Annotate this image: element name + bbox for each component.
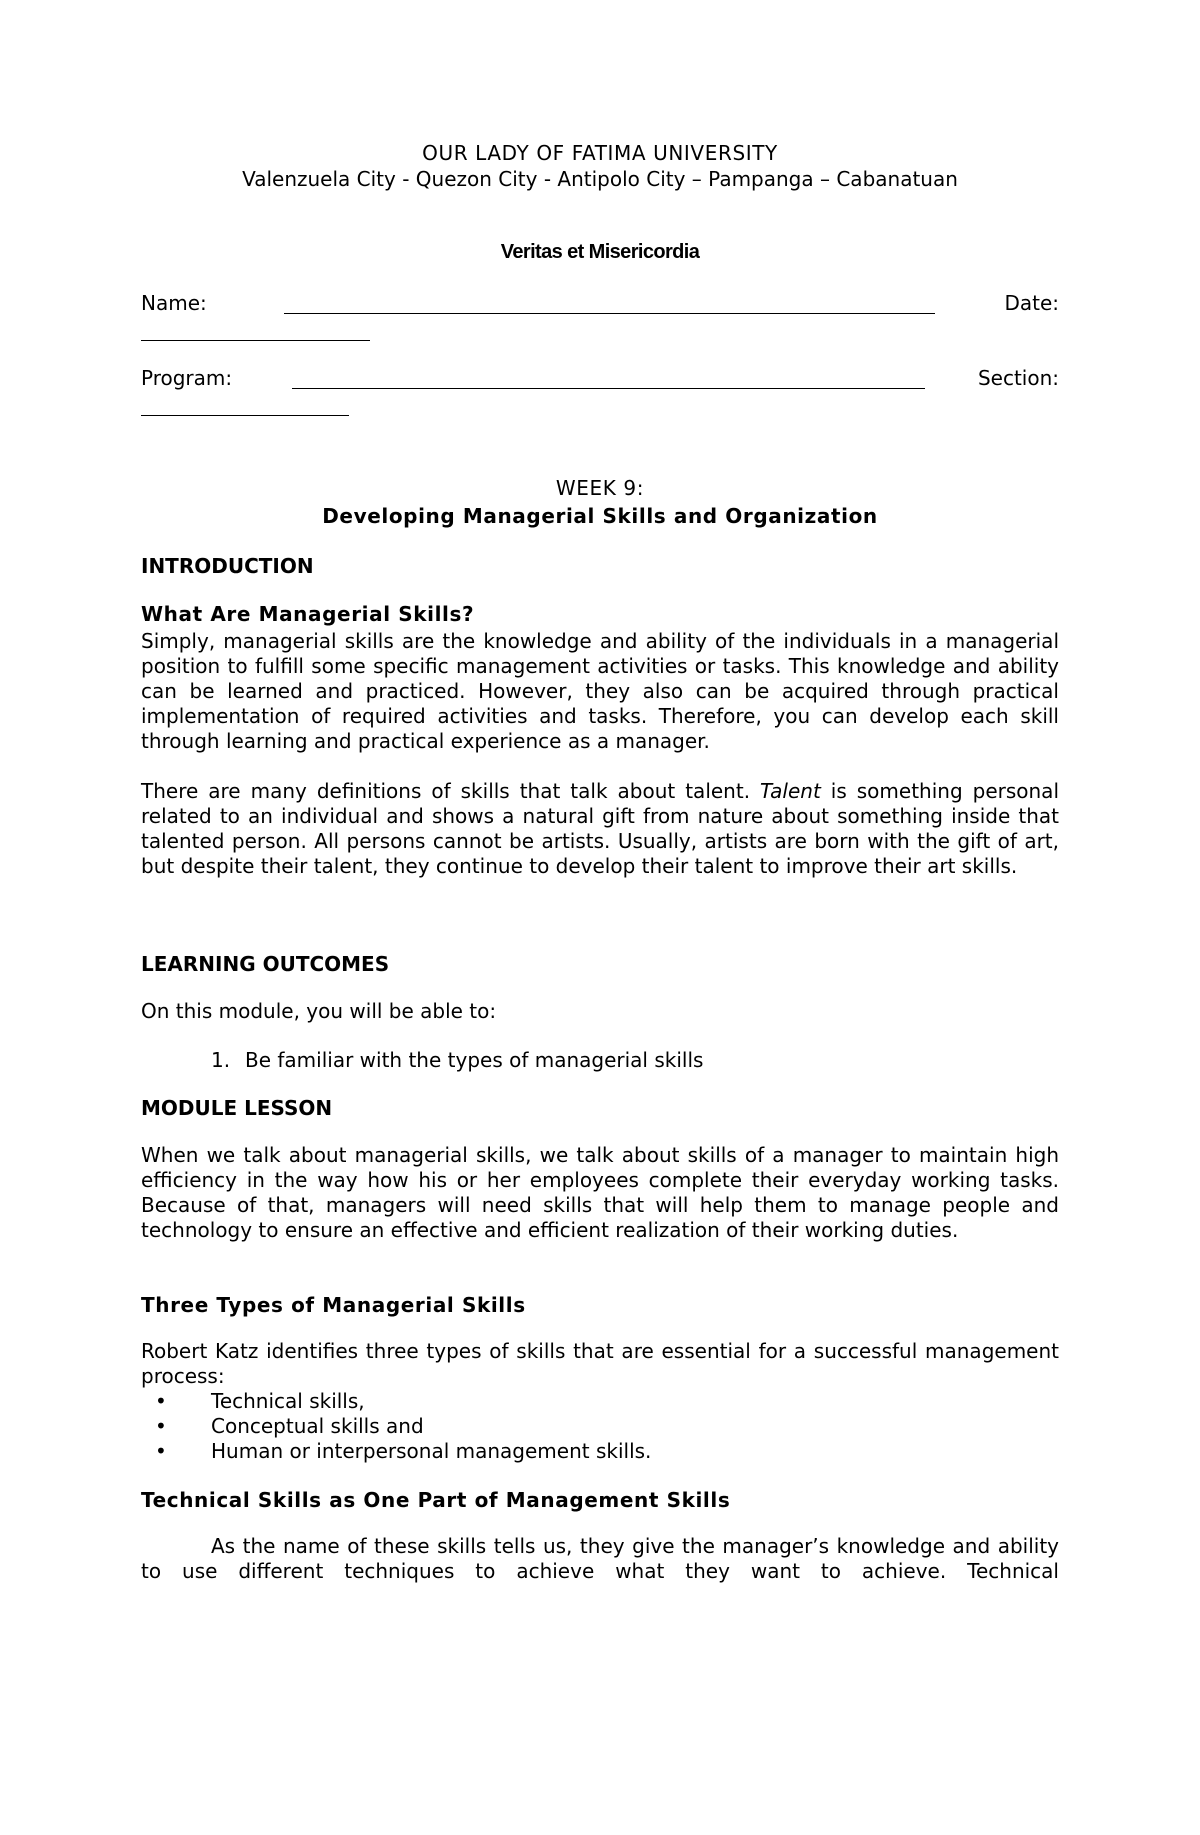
program-section-row	[141, 366, 1059, 392]
bullet-icon: •	[155, 1414, 167, 1438]
learning-outcome-text: Be familiar with the types of managerial skills	[245, 1048, 704, 1072]
name-field-line[interactable]	[284, 313, 935, 314]
bullet-icon: •	[155, 1389, 167, 1413]
list-item	[141, 1414, 1059, 1439]
skill-type-technical: Technical skills,	[211, 1389, 365, 1413]
introduction-heading: INTRODUCTION	[141, 554, 314, 578]
skill-type-human: Human or interpersonal management skills.	[211, 1439, 652, 1463]
list-item	[141, 1439, 1059, 1464]
technical-skills-paragraph: As the name of these skills tells us, they give the manager’s knowledge and ability to use different techniques to achieve what they want to achieve. Technical	[141, 1534, 1059, 1583]
program-label: Program:	[141, 366, 233, 390]
date-label: Date:	[1004, 291, 1059, 315]
technical-skills-heading: Technical Skills as One Part of Management Skills	[141, 1488, 731, 1512]
module-lesson-heading: MODULE LESSON	[141, 1096, 333, 1120]
program-field-line[interactable]	[292, 388, 925, 389]
skill-type-conceptual: Conceptual skills and	[211, 1414, 424, 1438]
date-field-line[interactable]	[141, 340, 370, 341]
learning-outcome-number: 1.	[211, 1048, 231, 1072]
document-content	[141, 140, 1059, 1584]
university-motto: Veritas et Misericordia	[500, 241, 700, 263]
intro-paragraph-1: Simply, managerial skills are the knowledge and ability of the individuals in a managerial position to fulfill some specific management activities or tasks. This knowledge and ability can be learned and practiced. However, they also can be acquired through practical implementation of required activities and tasks. Therefore, you can develop each skill through learning and practical experience as a manager.	[141, 629, 1059, 753]
managerial-skills-subheading: What Are Managerial Skills?	[141, 602, 475, 626]
intro-paragraph-2-start: There are many definitions of skills that talk about talent.	[141, 779, 761, 803]
section-label: Section:	[977, 366, 1059, 390]
learning-outcomes-intro: On this module, you will be able to:	[141, 999, 497, 1023]
week-title: Developing Managerial Skills and Organization	[322, 504, 878, 528]
university-campuses: Valenzuela City - Quezon City - Antipolo City – Pampanga – Cabanatuan	[242, 167, 958, 191]
three-types-intro: Robert Katz identifies three types of skills that are essential for a successful management process:	[141, 1339, 1059, 1388]
name-label: Name:	[141, 291, 207, 315]
three-types-heading: Three Types of Managerial Skills	[141, 1293, 526, 1317]
name-date-row	[141, 291, 1059, 317]
intro-paragraph-2-end: is something personal related to an individual and shows a natural gift from nature about something inside that talented person. All persons cannot be artists. Usually, artists are born with the gift of art, but despite their talent, they continue to develop their talent to improve their art skills.	[141, 779, 1059, 878]
skill-types-list	[141, 1389, 1059, 1464]
module-lesson-paragraph: When we talk about managerial skills, we talk about skills of a manager to maintain high efficiency in the way how his or her employees complete their everyday working tasks. Because of that, managers will need skills that will help them to manage people and technology to ensure an effective and efficient realization of their working duties.	[141, 1143, 1059, 1242]
list-item	[141, 1389, 1059, 1414]
week-label: WEEK 9:	[555, 476, 645, 500]
learning-outcome-item	[141, 1048, 1059, 1073]
learning-outcomes-heading: LEARNING OUTCOMES	[141, 952, 390, 976]
talent-italic: Talent	[760, 779, 821, 803]
intro-paragraph-2	[141, 779, 1059, 879]
section-field-line[interactable]	[141, 415, 349, 416]
university-name: OUR LADY OF FATIMA UNIVERSITY	[422, 141, 778, 165]
bullet-icon: •	[155, 1439, 167, 1463]
